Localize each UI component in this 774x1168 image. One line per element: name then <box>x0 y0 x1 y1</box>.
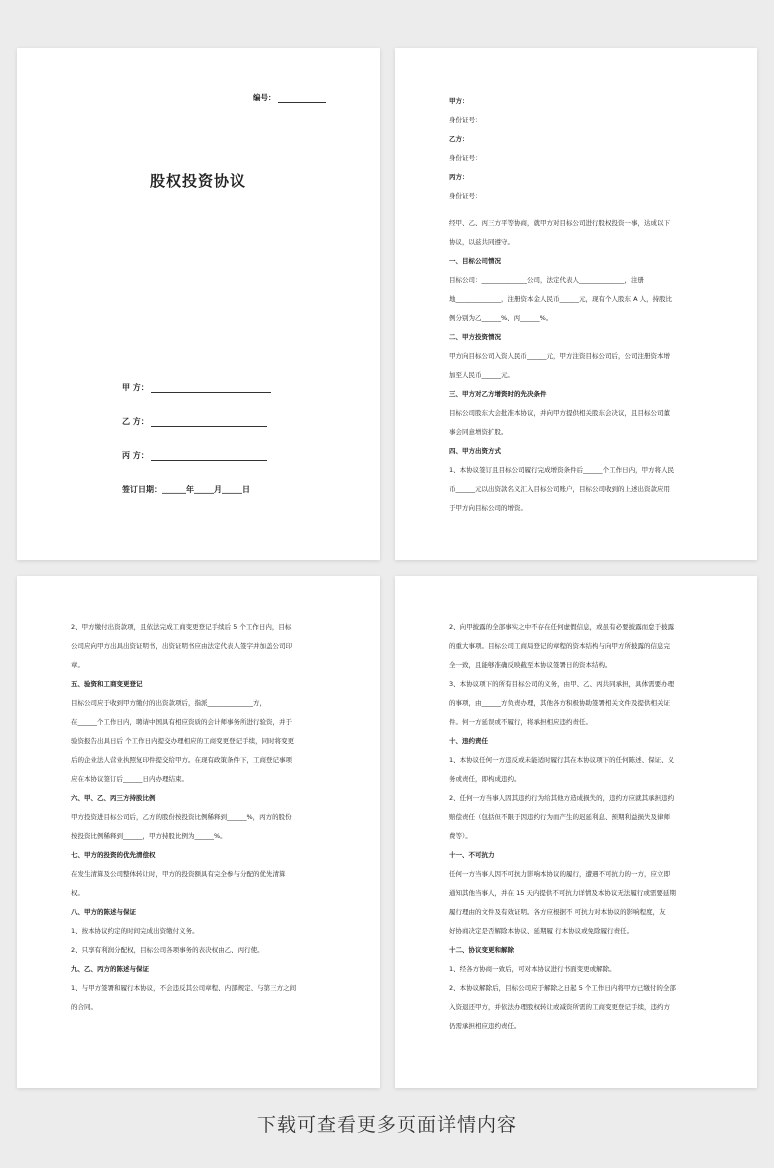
body-line: 2、只享有利润分配权，目标公司各项事务的表决权由乙、丙行使。 <box>71 946 264 954</box>
body-line: 公司应向甲方出具出资证明书，出资证明书应由法定代表人签字并加盖公司印 <box>71 642 292 650</box>
party-b-label: 乙 方： <box>122 417 149 426</box>
section-heading: 五、验资和工商变更登记 <box>71 680 143 688</box>
body-line: 在______个工作日内，聘请中国具有相应资质的会计师事务所进行验资，并于 <box>71 718 292 726</box>
section-heading: 八、甲方的陈述与保证 <box>71 908 136 916</box>
body-line: 赔偿责任（包括但不限于因违约行为而产生的迟延利息、预期利益损失及律师 <box>449 813 670 821</box>
body-line: 加至人民币______元。 <box>449 371 514 379</box>
page-2-body <box>449 92 703 518</box>
body-line: 1、与甲方签署和履行本协议，不会违反其公司章程、内部规定、与第三方之间 <box>71 984 297 992</box>
body-line: 身份证号： <box>449 116 482 124</box>
section-heading: 七、甲方的投资的优先清偿权 <box>71 851 156 859</box>
body-line: 权。 <box>71 889 84 897</box>
body-line: 身份证号： <box>449 192 482 200</box>
serial-label: 编号： <box>253 93 276 102</box>
body-line: 1、本协议任何一方违反或未能适时履行其在本协议项下的任何陈述、保证、义 <box>449 756 675 764</box>
body-line: 甲方投资进目标公司后，乙方的股份按投资比例稀释到______%，丙方的股份 <box>71 813 292 821</box>
body-line: 协议，以兹共同遵守。 <box>449 238 514 246</box>
body-line: 1、按本协议约定的时间完成出资缴付义务。 <box>71 927 199 935</box>
body-line: 1、经各方协商一致后，可对本协议进行书面变更或解除。 <box>449 965 616 973</box>
section-heading: 一、目标公司情况 <box>449 257 501 265</box>
section-heading: 三、甲方对乙方增资时的先决条件 <box>449 390 547 398</box>
body-line: 全一致，且能够准确反映截至本协议签署日的资本结构。 <box>449 661 612 669</box>
body-line: 1、本协议签订且目标公司履行完成增资条件后______个工作日内，甲方将人民 <box>449 466 675 474</box>
body-line: 事会同意增资扩股。 <box>449 428 508 436</box>
body-line: 于甲方向目标公司的增资。 <box>449 504 527 512</box>
section-heading: 十二、协议变更和解除 <box>449 946 514 954</box>
section-heading: 丙方： <box>449 173 469 181</box>
body-line: 仍需承担相应违约责任。 <box>449 1022 521 1030</box>
body-line: 应在本协议签订后______日内办理结束。 <box>71 775 188 783</box>
sign-date: 签订日期：______年_____月_____日 <box>122 485 250 494</box>
party-c-blank <box>151 451 267 461</box>
body-line: 甲方向目标公司入资人民币______元，甲方注资目标公司后，公司注册资本增 <box>449 352 670 360</box>
body-line: 通知其他当事人，并在 15 天内提供不可抗力详情及本协议无法履行或需要延期 <box>449 889 676 897</box>
party-b-blank <box>151 417 267 427</box>
body-line: 件。何一方延误或不履行，将承担相应违约责任。 <box>449 718 592 726</box>
body-line: 2、任何一方当事人因其违约行为给其他方造成损失的，违约方应就其承担违约 <box>449 794 675 802</box>
body-line: 费等）。 <box>449 832 472 840</box>
body-line: 的重大事项。目标公司工商局登记的章程的资本结构与向甲方所披露的信息完 <box>449 642 670 650</box>
body-line: 身份证号： <box>449 154 482 162</box>
section-heading: 十、违约责任 <box>449 737 488 745</box>
body-line: 在发生清算及公司整体转让时，甲方的投资额具有完全参与分配的优先清算 <box>71 870 286 878</box>
section-heading: 六、甲、乙、丙三方持股比例 <box>71 794 156 802</box>
body-line: 验资报告出具日后 个工作日内提交办理相应的工商变更登记手续，同时将变更 <box>71 737 295 745</box>
body-line: 的事项，由______方负责办理，其他各方积极协助签署相关文件及提供相关证 <box>449 699 670 707</box>
body-line: 3、本协议项下的所有目标公司的义务，由甲、乙、丙共同承担，具体需要办理 <box>449 680 675 688</box>
body-line: 按投资比例稀释到______，甲方持股比例为______%。 <box>71 832 227 840</box>
party-b-row <box>122 416 267 427</box>
body-line: 2、本协议解除后，目标公司应于解除之日起 5 个工作日内将甲方已缴付的全部 <box>449 984 676 992</box>
body-line: 好协商决定是否解除本协议、延期履 行本协议或免除履行责任。 <box>449 927 634 935</box>
serial-number-field <box>253 92 326 103</box>
document-page-2 <box>395 48 757 560</box>
body-line: 任何一方当事人因不可抗力影响本协议的履行，遭遇不可抗力的一方，应立即 <box>449 870 670 878</box>
party-c-row <box>122 450 267 461</box>
body-line: 经甲、乙、丙三方平等协商，就甲方对目标公司进行股权投资一事，达成以下 <box>449 219 670 227</box>
body-line: 入资退还甲方，并依法办理股权转让或减资所需的工商变更登记手续，违约方 <box>449 1003 670 1011</box>
document-page-4 <box>395 576 757 1088</box>
serial-blank <box>278 94 326 103</box>
body-line: 2、甲方缴付出资款项，且依法完成工商变更登记手续后 5 个工作日内，目标 <box>71 623 292 631</box>
body-line: 币______元以出资款名义汇入目标公司账户，目标公司收到的上述出资款应用 <box>449 485 670 493</box>
page-4-body <box>449 618 703 1036</box>
cover-page <box>17 48 380 560</box>
party-c-label: 丙 方： <box>122 451 149 460</box>
party-a-label: 甲 方： <box>122 383 149 392</box>
body-line: 后的企业法人营业执照复印件提交给甲方。在现有政策条件下，工商登记事项 <box>71 756 292 764</box>
section-heading: 十一、不可抗力 <box>449 851 495 859</box>
body-line: 例分别为乙______%、丙______%。 <box>449 314 553 322</box>
section-heading: 二、甲方投资情况 <box>449 333 501 341</box>
body-line: 的合同。 <box>71 1003 97 1011</box>
document-page-3 <box>17 576 380 1088</box>
section-heading: 甲方： <box>449 97 469 105</box>
section-heading: 四、甲方出资方式 <box>449 447 501 455</box>
body-line: 履行理由的文件及有效证明。各方应根据不 可抗力对本协议的影响程度，友 <box>449 908 666 916</box>
page-3-body <box>71 618 326 1017</box>
body-line: 目标公司：______________公司，法定代表人______________，注册 <box>449 276 644 284</box>
body-line: 目标公司应于收到甲方缴付的出资款项后，指派______________方， <box>71 699 266 707</box>
body-line: 地______________，注册资本金人民币______元，现有个人股东 A 人，持股比 <box>449 295 673 303</box>
party-a-row <box>122 382 271 393</box>
document-title: 股权投资协议 <box>150 172 247 190</box>
section-heading: 九、乙、丙方的陈述与保证 <box>71 965 149 973</box>
body-line: 章。 <box>71 661 84 669</box>
section-heading: 乙方： <box>449 135 469 143</box>
party-a-blank <box>151 383 271 393</box>
body-line: 目标公司股东大会批准本协议，并向甲方提供相关股东会决议，且目标公司董 <box>449 409 670 417</box>
body-line: 务或责任，即构成违约。 <box>449 775 521 783</box>
download-caption: 下载可查看更多页面详情内容 <box>256 1114 517 1136</box>
paragraph-gap <box>449 206 703 214</box>
body-line: 2、向甲披露的全部事实之中不存在任何虚假信息，或虽有必要披露而怠于披露 <box>449 623 675 631</box>
